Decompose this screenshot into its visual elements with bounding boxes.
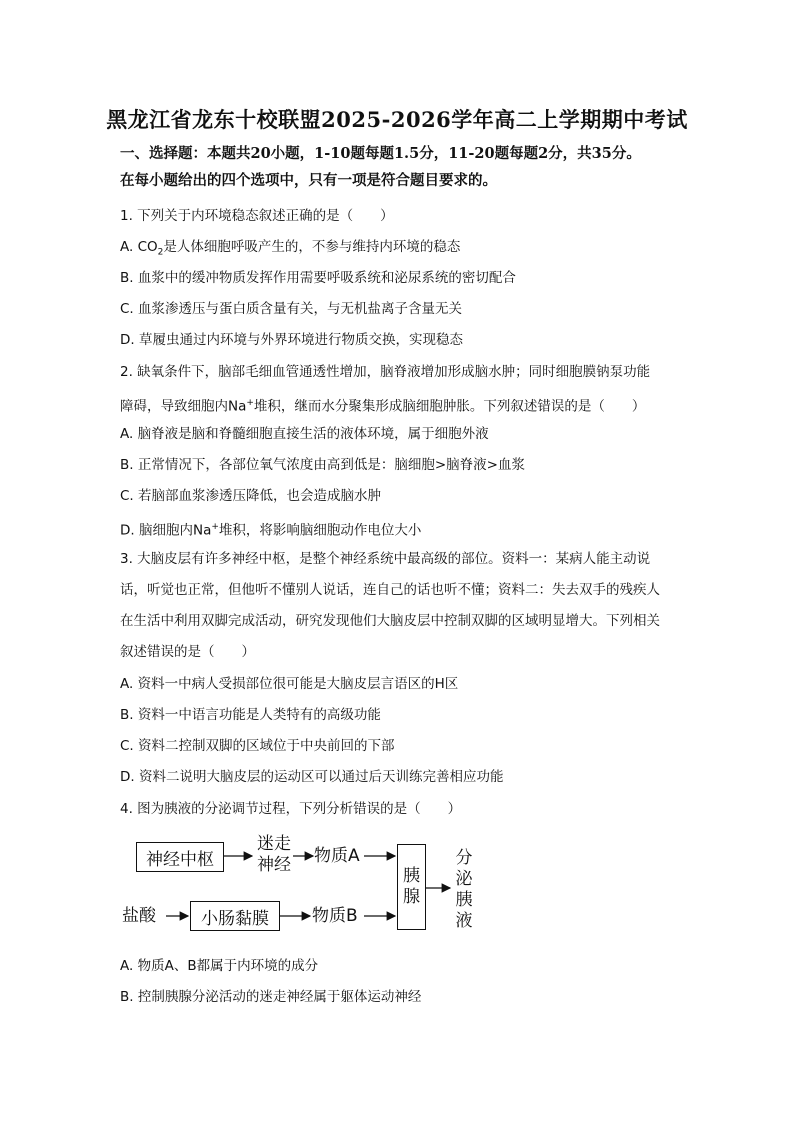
section-line-2: 在每小题给出的四个选项中，只有一项是符合题目要求的。 [120, 172, 497, 189]
q3-stem-line-3: 在生活中利用双脚完成活动，研究发现他们大脑皮层中控制双脚的区域明显增大。下列相关 [120, 613, 660, 629]
q3-stem-line-2: 话，听觉也正常，但他听不懂别人说话，连自己的话也听不懂；资料二：失去双手的残疾人 [120, 582, 660, 598]
q3-stem-line-4: 叙述错误的是（ ） [120, 644, 255, 660]
q3-option-c: C. 资料二控制双脚的区域位于中央前回的下部 [120, 738, 395, 754]
q4-option-b: B. 控制胰腺分泌活动的迷走神经属于躯体运动神经 [120, 989, 422, 1005]
section-line-1: 一、选择题：本题共20小题，1-10题每题1.5分，11-20题每题2分，共35分。 [120, 145, 641, 162]
q2-option-d-pre: D. 脑细胞内Na [120, 522, 212, 539]
q4-stem: 4. 图为胰液的分泌调节过程，下列分析错误的是（ ） [120, 801, 462, 817]
substance-b-label: 物质B [312, 906, 358, 926]
q2-option-d [120, 517, 421, 541]
q1-option-a [120, 237, 460, 263]
q2-stem-line-2 [120, 393, 645, 417]
q2-stem-line-1: 2. 缺氧条件下，脑部毛细血管通透性增加，脑脊液增加形成脑水肿；同时细胞膜钠泵功能 [120, 364, 651, 380]
q2-stem-line-2-pre: 障碍，导致细胞内Na [120, 398, 247, 415]
q2-option-d-post: 堆积，将影响脑细胞动作电位大小 [218, 522, 422, 539]
q3-option-b: B. 资料一中语言功能是人类特有的高级功能 [120, 707, 381, 723]
page-title: 黑龙江省龙东十校联盟2025-2026学年高二上学期期中考试 [106, 107, 688, 132]
q1-option-a-post: 是人体细胞呼吸产生的，不参与维持内环境的稳态 [163, 239, 461, 255]
q1-option-a-pre: A. CO [120, 239, 158, 255]
q4-option-a: A. 物质A、B都属于内环境的成分 [120, 958, 319, 974]
q1-option-a-sub: 2 [157, 247, 164, 258]
q3-option-a: A. 资料一中病人受损部位很可能是大脑皮层言语区的H区 [120, 676, 459, 692]
q2-option-c: C. 若脑部血浆渗透压降低，也会造成脑水肿 [120, 488, 382, 504]
pancreas-regulation-diagram [122, 832, 490, 940]
acid-label: 盐酸 [122, 906, 156, 926]
section-instructions [120, 140, 700, 194]
pancreas-box: 胰腺 [397, 844, 426, 930]
secrete-juice-label: 分泌胰液 [455, 848, 473, 931]
q1-stem: 1. 下列关于内环境稳态叙述正确的是（ ） [120, 208, 394, 224]
q1-option-b: B. 血浆中的缓冲物质发挥作用需要呼吸系统和泌尿系统的密切配合 [120, 270, 516, 286]
q1-option-c: C. 血浆渗透压与蛋白质含量有关，与无机盐离子含量无关 [120, 301, 463, 317]
q2-option-a: A. 脑脊液是脑和脊髓细胞直接生活的液体环境，属于细胞外液 [120, 426, 489, 442]
intestinal-mucosa-box: 小肠黏膜 [190, 901, 280, 931]
q3-option-d: D. 资料二说明大脑皮层的运动区可以通过后天训练完善相应功能 [120, 769, 504, 785]
substance-a-label: 物质A [314, 846, 360, 866]
q2-option-d-sup: + [211, 522, 219, 532]
q3-stem-line-1: 3. 大脑皮层有许多神经中枢，是整个神经系统中最高级的部位。资料一：某病人能主动说 [120, 551, 651, 567]
q2-stem-line-2-post: 堆积，继而水分聚集形成脑细胞肿胀。下列叙述错误的是（ ） [253, 398, 646, 415]
q1-option-d: D. 草履虫通过内环境与外界环境进行物质交换，实现稳态 [120, 332, 463, 348]
q2-option-b: B. 正常情况下，各部位氧气浓度由高到低是：脑细胞>脑脊液>血浆 [120, 457, 525, 473]
nerve-center-box: 神经中枢 [136, 842, 224, 872]
q2-stem-line-2-sup: + [246, 398, 254, 408]
vagus-nerve-label: 迷走神经 [257, 834, 291, 875]
